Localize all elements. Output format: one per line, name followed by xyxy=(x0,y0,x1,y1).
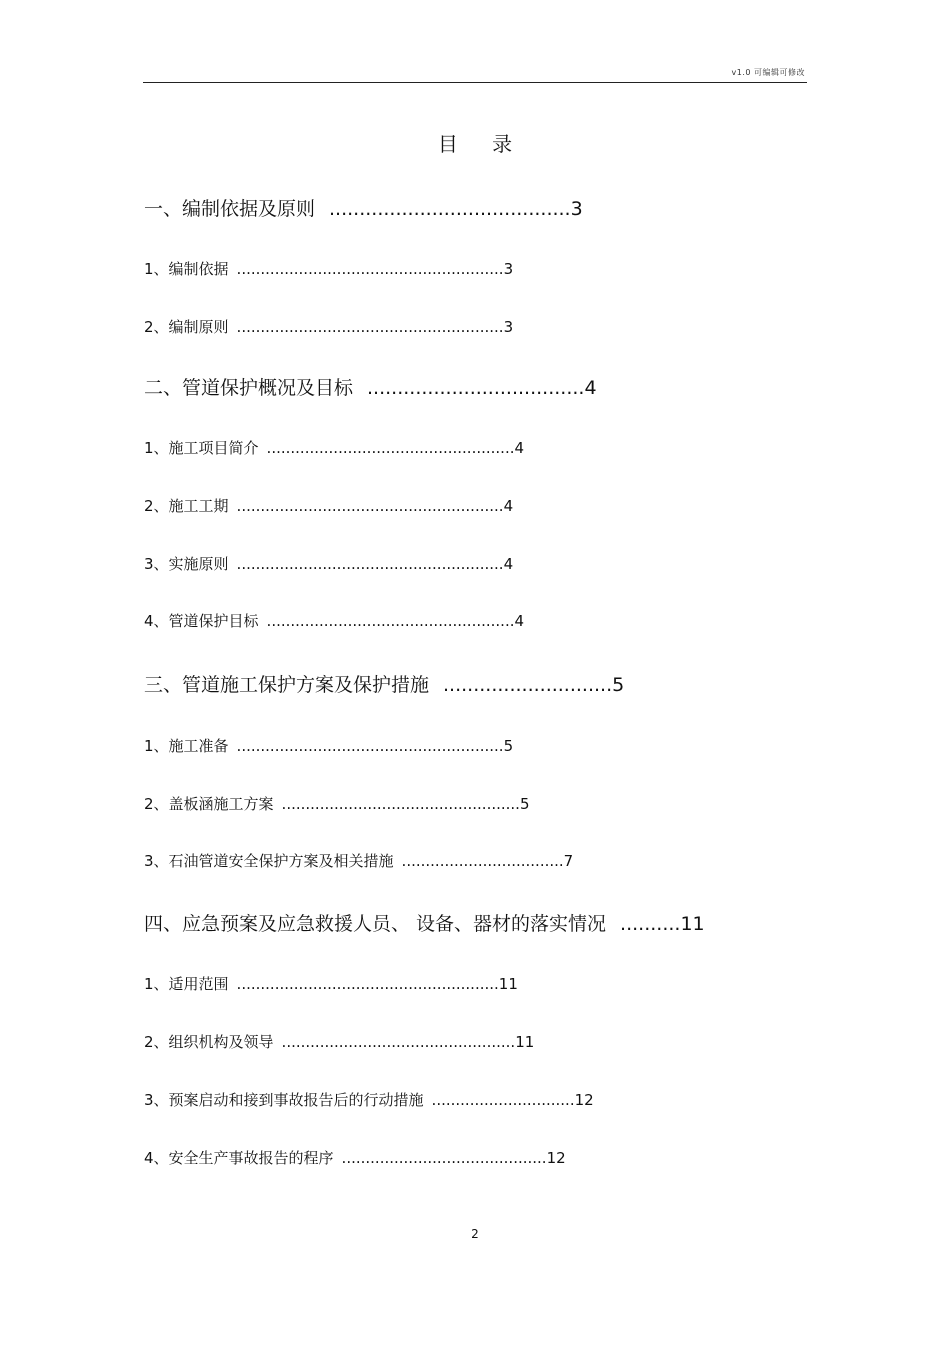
toc-entry-label: 1、适用范围 xyxy=(144,975,229,993)
toc-entry-leader: .................................... xyxy=(367,377,585,399)
toc-entry-page: 12 xyxy=(546,1149,566,1167)
toc-entry-leader: ........................................ xyxy=(329,198,571,220)
toc-entry-label: 三、管道施工保护方案及保护措施 xyxy=(144,674,430,696)
toc-entry-leader: .................................................. xyxy=(281,795,520,813)
toc-entry-3-2[interactable] xyxy=(144,797,530,812)
toc-entry-leader: ................................................. xyxy=(281,1033,516,1051)
toc-entry-page: 3 xyxy=(503,260,514,278)
toc-entry-leader: .............................. xyxy=(431,1091,575,1109)
toc-entry-page: 11 xyxy=(515,1033,535,1051)
toc-entry-label: 1、编制依据 xyxy=(144,260,229,278)
toc-entry-page: 4 xyxy=(503,555,514,573)
toc-entry-page: 11 xyxy=(680,913,705,935)
toc-entry-3-1[interactable] xyxy=(144,739,513,754)
toc-entry-label: 3、实施原则 xyxy=(144,555,229,573)
toc-entry-label: 4、管道保护目标 xyxy=(144,612,259,630)
toc-entry-label: 1、施工准备 xyxy=(144,737,229,755)
toc-entry-page: 7 xyxy=(563,852,574,870)
toc-entry-label: 2、施工工期 xyxy=(144,497,229,515)
toc-entry-section-1[interactable] xyxy=(144,200,583,219)
toc-entry-page: 5 xyxy=(612,674,625,696)
toc-entry-leader: ........................................................ xyxy=(236,497,504,515)
toc-entry-leader: .................................................... xyxy=(266,439,515,457)
toc-entry-label: 1、施工项目简介 xyxy=(144,439,259,457)
header-version-note: v1.0 可编辑可修改 xyxy=(731,68,805,77)
toc-entry-1-2[interactable] xyxy=(144,320,513,335)
toc-entry-leader: ........................................................ xyxy=(236,737,504,755)
toc-entry-label: 3、石油管道安全保护方案及相关措施 xyxy=(144,852,394,870)
toc-entry-page: 4 xyxy=(514,612,525,630)
toc-entry-label: 2、组织机构及领导 xyxy=(144,1033,274,1051)
page-number: 2 xyxy=(471,1227,479,1241)
toc-entry-4-1[interactable] xyxy=(144,977,518,992)
toc-entry-label: 3、预案启动和接到事故报告后的行动措施 xyxy=(144,1091,424,1109)
toc-entry-leader: .................................................... xyxy=(266,612,515,630)
toc-entry-page: 5 xyxy=(503,737,514,755)
toc-entry-page: 4 xyxy=(503,497,514,515)
toc-entry-leader: ........................................... xyxy=(341,1149,547,1167)
toc-entry-4-2[interactable] xyxy=(144,1035,534,1050)
toc-entry-label: 2、盖板涵施工方案 xyxy=(144,795,274,813)
toc-entry-label: 一、编制依据及原则 xyxy=(144,198,316,220)
toc-entry-leader: ........................................................ xyxy=(236,260,504,278)
toc-entry-3-3[interactable] xyxy=(144,854,573,869)
toc-entry-section-2[interactable] xyxy=(144,379,597,398)
toc-entry-page: 4 xyxy=(514,439,525,457)
toc-entry-page: 4 xyxy=(584,377,597,399)
toc-entry-label: 2、编制原则 xyxy=(144,318,229,336)
toc-entry-1-1[interactable] xyxy=(144,262,513,277)
toc-entry-4-4[interactable] xyxy=(144,1151,566,1166)
toc-entry-page: 3 xyxy=(503,318,514,336)
toc-entry-leader: ....................................................... xyxy=(236,975,499,993)
toc-entry-section-3[interactable] xyxy=(144,676,624,695)
toc-entry-2-1[interactable] xyxy=(144,441,524,456)
toc-entry-page: 5 xyxy=(519,795,530,813)
toc-entry-2-4[interactable] xyxy=(144,614,524,629)
toc-entry-page: 3 xyxy=(570,198,583,220)
toc-entry-4-3[interactable] xyxy=(144,1093,594,1108)
toc-title: 目 录 xyxy=(437,132,527,156)
toc-entry-2-2[interactable] xyxy=(144,499,513,514)
toc-entry-leader: ........................................................ xyxy=(236,318,504,336)
toc-entry-label: 四、应急预案及应急救援人员、 设备、器材的落实情况 xyxy=(144,913,607,935)
toc-entry-2-3[interactable] xyxy=(144,557,513,572)
toc-entry-page: 11 xyxy=(498,975,518,993)
toc-entry-leader: .......... xyxy=(620,913,681,935)
toc-entry-label: 二、管道保护概况及目标 xyxy=(144,377,354,399)
toc-entry-leader: ........................................................ xyxy=(236,555,504,573)
toc-entry-label: 4、安全生产事故报告的程序 xyxy=(144,1149,334,1167)
toc-entry-leader: ............................ xyxy=(443,674,613,696)
toc-entry-section-4[interactable] xyxy=(144,915,705,934)
toc-entry-leader: .................................. xyxy=(401,852,564,870)
toc-entry-page: 12 xyxy=(574,1091,594,1109)
